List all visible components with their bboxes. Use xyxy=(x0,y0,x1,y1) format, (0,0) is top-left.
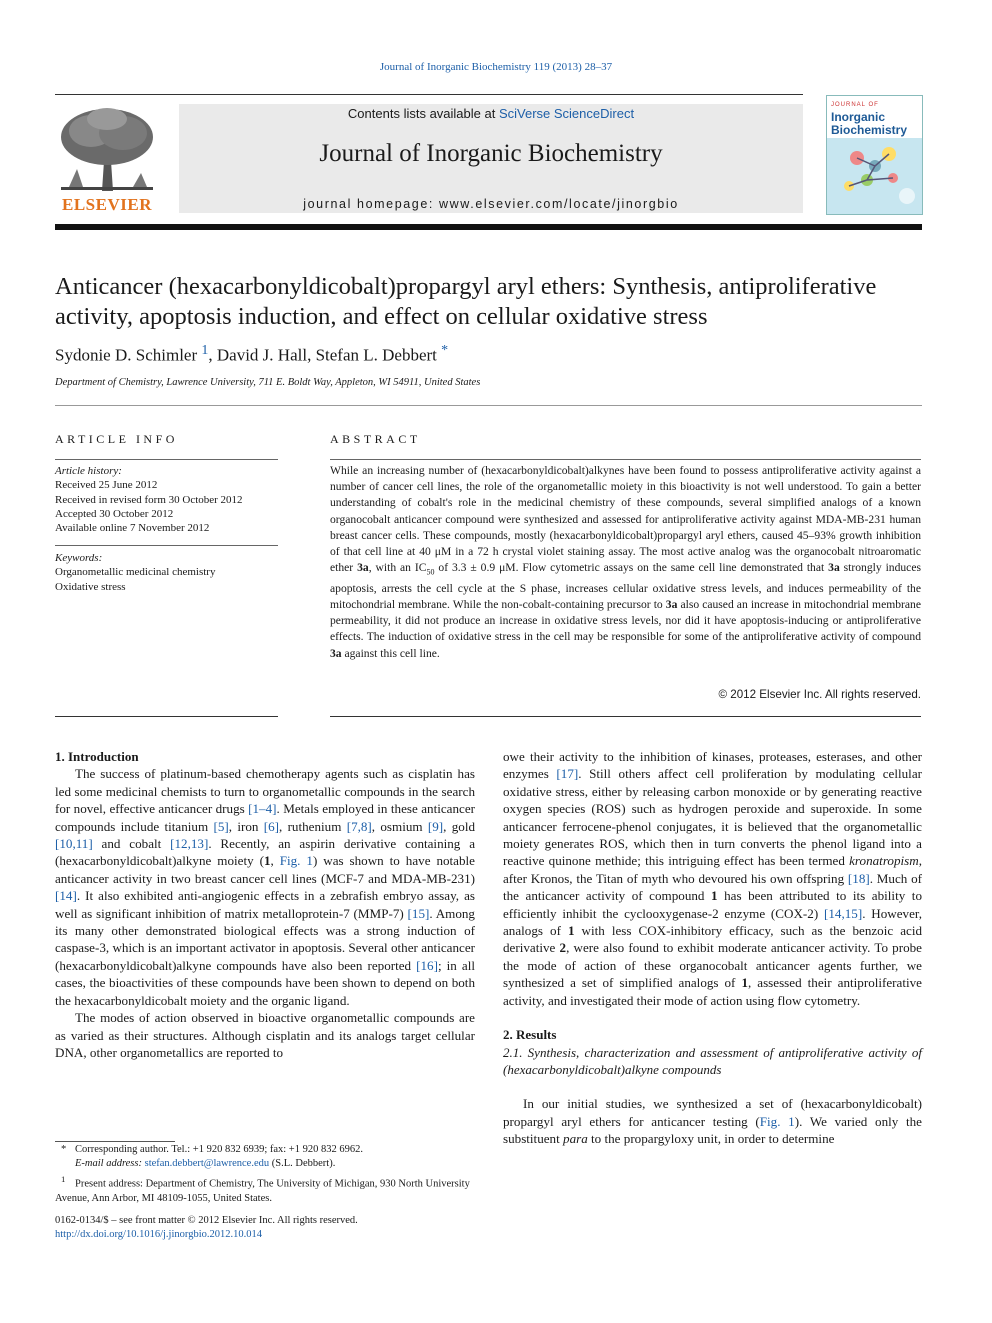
abstract-copyright: © 2012 Elsevier Inc. All rights reserved. xyxy=(718,688,921,701)
cover-biochemistry: Biochemistry xyxy=(831,123,908,137)
publisher-name: ELSEVIER xyxy=(62,195,152,214)
reference-link[interactable]: [12,13] xyxy=(170,836,209,852)
article-info-heading: ARTICLE INFO xyxy=(55,432,178,446)
issn-line: 0162-0134/$ – see front matter © 2012 Elsevier Inc. All rights reserved. xyxy=(55,1215,358,1226)
sciencedirect-link[interactable]: SciVerse ScienceDirect xyxy=(498,106,635,121)
footnote-corresponding: * Corresponding author. Tel.: +1 920 832 6939; fax: +1 920 832 6962. xyxy=(61,1144,363,1155)
header-top-rule xyxy=(55,94,803,95)
abstract-rule xyxy=(330,459,921,460)
article-info-rule xyxy=(55,459,278,460)
journal-homepage[interactable]: journal homepage: www.elsevier.com/locate/jinorgbio xyxy=(303,197,679,211)
section-heading-introduction: 1. Introduction xyxy=(55,749,139,764)
reference-link[interactable]: [18] xyxy=(847,870,870,886)
body-column-right xyxy=(503,748,922,1148)
contents-prefix: Contents lists available at xyxy=(347,106,499,121)
reference-link[interactable]: [15] xyxy=(407,905,430,921)
keyword-item: Organometallic medicinal chemistry xyxy=(55,566,216,579)
cover-inorganic: Inorganic xyxy=(831,110,886,124)
history-online: Available online 7 November 2012 xyxy=(55,522,210,535)
article-title: Anticancer (hexacarbonyldicobalt)propargyl aryl ethers: Synthesis, antiproliferative activity, apoptosis induction, and effect on cellular oxidative stress xyxy=(55,273,877,330)
reference-link[interactable]: [6] xyxy=(263,818,279,834)
title-divider xyxy=(55,405,922,406)
journal-cover-image xyxy=(826,95,923,215)
author-1-footnote-mark[interactable]: 1 xyxy=(201,343,209,358)
figure-link[interactable]: Fig. 1 xyxy=(279,853,313,869)
affiliation: Department of Chemistry, Lawrence University, 711 E. Boldt Way, Appleton, WI 54911, United States xyxy=(55,377,481,388)
history-accepted: Accepted 30 October 2012 xyxy=(55,507,174,520)
keywords-rule xyxy=(55,545,278,546)
keywords xyxy=(55,551,215,594)
contents-line xyxy=(179,106,803,121)
reference-link[interactable]: [9] xyxy=(427,818,444,834)
reference-link[interactable]: [17] xyxy=(556,766,579,782)
reference-link[interactable]: [7,8] xyxy=(346,818,372,834)
figure-link[interactable]: Fig. 1 xyxy=(759,1113,795,1129)
author-separator: , xyxy=(208,345,217,365)
history-revised: Received in revised form 30 October 2012 xyxy=(55,493,243,506)
email-link[interactable]: stefan.debbert@lawrence.edu xyxy=(144,1158,270,1170)
front-matter-rule xyxy=(55,716,278,717)
doi-link[interactable]: http://dx.doi.org/10.1016/j.jinorgbio.2012.10.014 xyxy=(55,1229,262,1241)
reference-link[interactable]: [14,15] xyxy=(824,905,863,921)
body-column-left xyxy=(55,748,475,1061)
elsevier-logo xyxy=(55,103,159,215)
journal-citation[interactable]: Journal of Inorganic Biochemistry 119 (2013) 28–37 xyxy=(379,61,613,73)
author-2: David J. Hall xyxy=(216,345,308,365)
section-heading-results: 2. Results xyxy=(503,1027,557,1043)
cover-journal-of: JOURNAL OF xyxy=(831,102,879,108)
keyword-item: Oxidative stress xyxy=(55,580,126,593)
intro-paragraph-2-continued: owe their activity to the inhibition of kinases, proteases, esterases, and other enzymes [17]. Still others affect cell proliferation by modulating cellular oxidative stress, either by releasing carbon monoxide or by generating reactive oxygen species (ROS) such as hydrogen peroxide and superoxide. In some anticancer ferrocene-phenol conjugates, it is believed that the organometallic moiety generates ROS, which then in turn converts the phenol ligand into a reactive quinone methide; this intriguing effect has been termed kronatropism, after Kronos, the Titan of myth who devoured his own offspring [18]. Much of the anticancer activity of compound 1 has been attributed to its ability to efficiently inhibit the cyclooxygenase-2 enzyme (COX-2) [14,15]. However, analogs of 1 with less COX-inhibitory efficacy, such as the benzoic acid derivative 2, were also found to exhibit moderate anticancer activity. To probe the mode of action of these organocobalt anticancer agents further, we synthesized a set of simplified analogs of 1, assessed their antiproliferative activity, and investigated their mode of action using flow cytometry. xyxy=(503,749,923,1008)
intro-paragraph-2: The modes of action observed in bioactive organometallic compounds are as varied as their structures. Although cisplatin and its analogs target cellular DNA, other organometallics are reported to xyxy=(55,1010,475,1060)
footnote-rule xyxy=(55,1141,175,1142)
page-footer xyxy=(55,1214,358,1243)
history-received: Received 25 June 2012 xyxy=(55,479,158,492)
author-list xyxy=(55,343,448,366)
reference-link[interactable]: [10,11] xyxy=(55,836,93,852)
header-thick-rule xyxy=(55,224,922,230)
corresponding-author-mark[interactable]: * xyxy=(441,343,449,358)
keywords-label: Keywords: xyxy=(55,552,103,564)
footnote-present-address: $^1$ Present address: Department of Chemistry, The University of Michigan, 930 North University Avenue, Ann Arbor, MI 48109-1055, United States. xyxy=(55,1173,470,1204)
abstract-text: While an increasing number of (hexacarbonyldicobalt)alkynes have been found to possess antiproliferative activity against a number of cancer cell lines, the role of the organometallic moiety in this bioactivity is not well understood. To gain a better understanding of cobalt's role in the medicinal chemistry of these compounds, several simplified analogs of a known organocobalt anticancer compound were synthesized and assessed for antiproliferative activity against MDA-MB-231 human breast cancer cells. These compounds, mostly (hexacarbonyldicobalt)propargyl aryl ethers, caused 45–93% growth inhibition of that cell line at 40 μM in a 72 h crystal violet staining assay. The most active analog was the organocobalt nitroaromatic ether 3a, with an $IC_{50}$ of 3.3 ± 0.9 μM. Flow cytometric assays on the same cell line demonstrated that 3a strongly induces apoptosis, arrests the cell cycle at the S phase, increases cellular oxidative stress levels, and induces permeability of the mitochondrial membrane. While the non-cobalt-containing precursor to 3a also caused an increase in mitochondrial membrane permeability, it did not produce an increase in oxidative stress levels, nor did it have apoptosis-inducing or antiproliferative effects. The induction of oxidative stress in the cell may be responsible for some of the antiproliferative activity of compound 3a against this cell line. xyxy=(330,464,921,660)
footnote-email: E-mail address: stefan.debbert@lawrence.edu (S.L. Debbert). xyxy=(75,1158,336,1170)
author-3: Stefan L. Debbert xyxy=(315,345,437,365)
journal-name: Journal of Inorganic Biochemistry xyxy=(319,140,663,167)
author-separator: , xyxy=(307,345,316,365)
history-label: Article history: xyxy=(55,465,122,477)
subsection-heading: 2.1. Synthesis, characterization and assessment of antiproliferative activity of (hexacarbonyldicobalt)alkyne compounds xyxy=(503,1044,922,1077)
article-history xyxy=(55,464,243,535)
intro-paragraph-1: The success of platinum-based chemotherapy agents such as cisplatin has led some medicinal chemists to turn to organometallic compounds in the search for novel, effective anticancer drugs [1–4]. Metals employed in these anticancer compounds include titanium [5], iron [6], ruthenium [7,8], osmium [9], gold [10,11] and cobalt [12,13]. Recently, an aspirin derivative containing a (hexacarbonyldicobalt)alkyne moiety (1, Fig. 1) was shown to have notable anticancer activity in two breast cancer cell lines (MCF-7 and MDA-MB-231) [14]. It also exhibited anti-angiogenic effects in a zebrafish embryo assay, as well as significant inhibition of matrix metalloprotein-7 (MMP-7) [15]. Among its many other demonstrated biological effects was a strong induction of caspase-3, which is an important activator in apoptosis. Several other anticancer (hexacarbonyldicobalt)alkyne compounds have also been reported [16]; in all cases, the bioactivities of these compounds have been shown to depend on both the hexacarbonyldicobalt moiety and the organic ligand. xyxy=(55,766,476,1008)
front-matter-rule xyxy=(330,716,921,717)
abstract-heading: ABSTRACT xyxy=(330,432,421,446)
reference-link[interactable]: [5] xyxy=(213,818,229,834)
reference-link[interactable]: [14] xyxy=(55,888,77,904)
reference-link[interactable]: [16] xyxy=(416,957,438,973)
author-1: Sydonie D. Schimler xyxy=(55,345,198,365)
results-paragraph-1: In our initial studies, we synthesized a set of (hexacarbonyldicobalt) propargyl aryl ethers for anticancer testing (Fig. 1). We varied only the substituent para to the propargyloxy unit, in order to determine xyxy=(503,1096,922,1147)
reference-link[interactable]: [1–4] xyxy=(248,801,277,817)
footnotes xyxy=(55,1143,475,1206)
